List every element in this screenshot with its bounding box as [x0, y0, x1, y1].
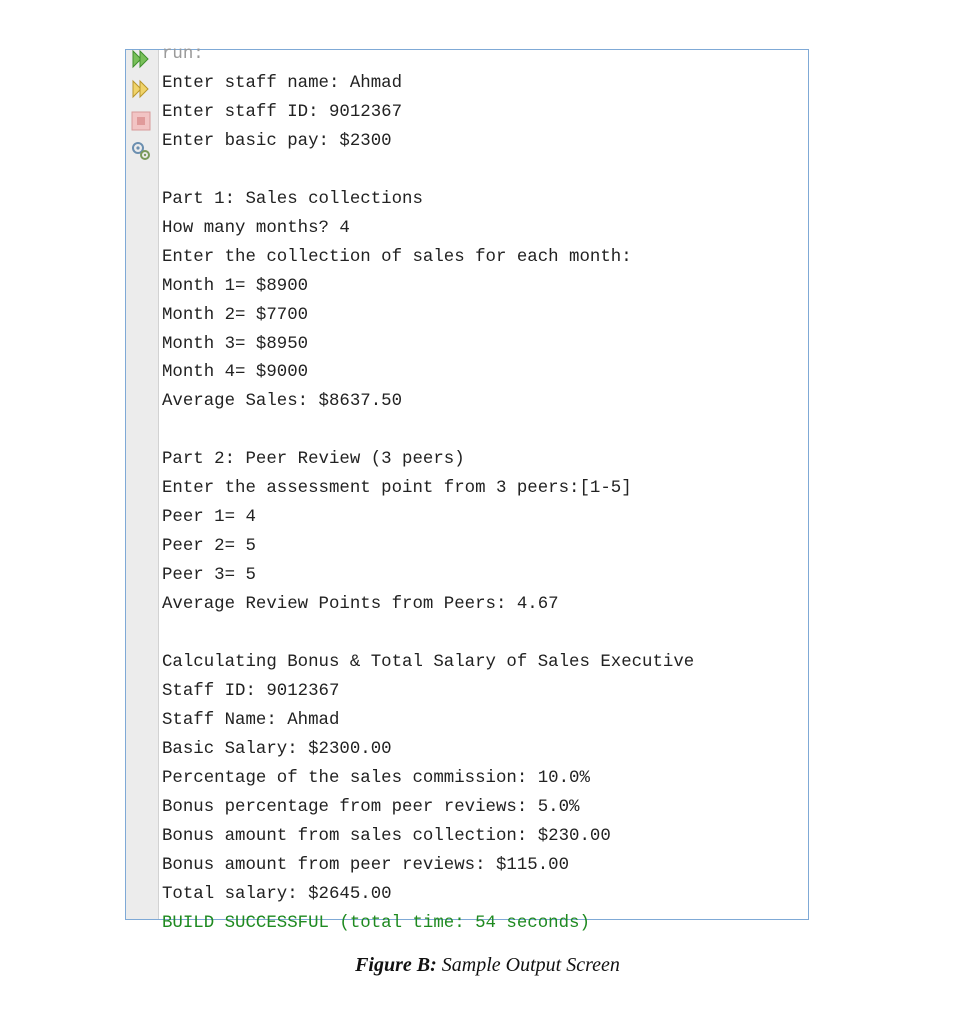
console-line: Average Review Points from Peers: 4.67	[162, 595, 559, 615]
console-line: Staff Name: Ahmad	[162, 710, 340, 730]
console-line: How many months? 4	[162, 218, 350, 238]
console-line: Peer 1= 4	[162, 508, 256, 528]
rerun-modified-icon[interactable]	[130, 78, 152, 100]
console-line: Total salary: $2645.00	[162, 884, 392, 904]
stop-icon[interactable]	[130, 110, 152, 132]
console-line: Bonus percentage from peer reviews: 5.0%	[162, 797, 580, 817]
console-toolbar	[126, 50, 159, 919]
settings-icon[interactable]	[130, 140, 152, 162]
console-line: run:	[162, 45, 204, 64]
output-console	[125, 45, 809, 933]
console-line: Bonus amount from peer reviews: $115.00	[162, 855, 570, 875]
console-line: Average Sales: $8637.50	[162, 392, 403, 412]
console-line	[162, 620, 808, 649]
console-line	[162, 157, 808, 186]
console-line: Enter the assessment point from 3 peers:[1-5]	[162, 479, 632, 499]
console-line: Percentage of the sales commission: 10.0%	[162, 768, 590, 788]
console-line: Month 2= $7700	[162, 305, 309, 325]
console-line	[162, 417, 808, 446]
console-line: Enter staff ID: 9012367	[162, 102, 403, 122]
console-line: Staff ID: 9012367	[162, 681, 340, 701]
console-line: Enter staff name: Ahmad	[162, 73, 403, 93]
figure-caption	[0, 954, 975, 977]
console-output	[162, 41, 808, 933]
console-line: Month 3= $8950	[162, 334, 309, 354]
console-line: Part 1: Sales collections	[162, 189, 423, 209]
console-line: Month 1= $8900	[162, 276, 309, 296]
console-line: Enter the collection of sales for each month:	[162, 247, 632, 267]
console-line: BUILD SUCCESSFUL (total time: 54 seconds)	[162, 913, 590, 933]
rerun-icon[interactable]	[130, 48, 152, 70]
console-line: Month 4= $9000	[162, 363, 309, 383]
console-line: Peer 2= 5	[162, 537, 256, 557]
figure-title: Sample Output Screen	[441, 954, 620, 976]
console-line: Calculating Bonus & Total Salary of Sales Executive	[162, 653, 695, 673]
console-line: Bonus amount from sales collection: $230.00	[162, 826, 611, 846]
console-line: Enter basic pay: $2300	[162, 131, 392, 151]
console-line: Peer 3= 5	[162, 566, 256, 586]
console-line: Part 2: Peer Review (3 peers)	[162, 450, 465, 470]
console-line: Basic Salary: $2300.00	[162, 739, 392, 759]
figure-label: Figure B:	[355, 954, 437, 976]
